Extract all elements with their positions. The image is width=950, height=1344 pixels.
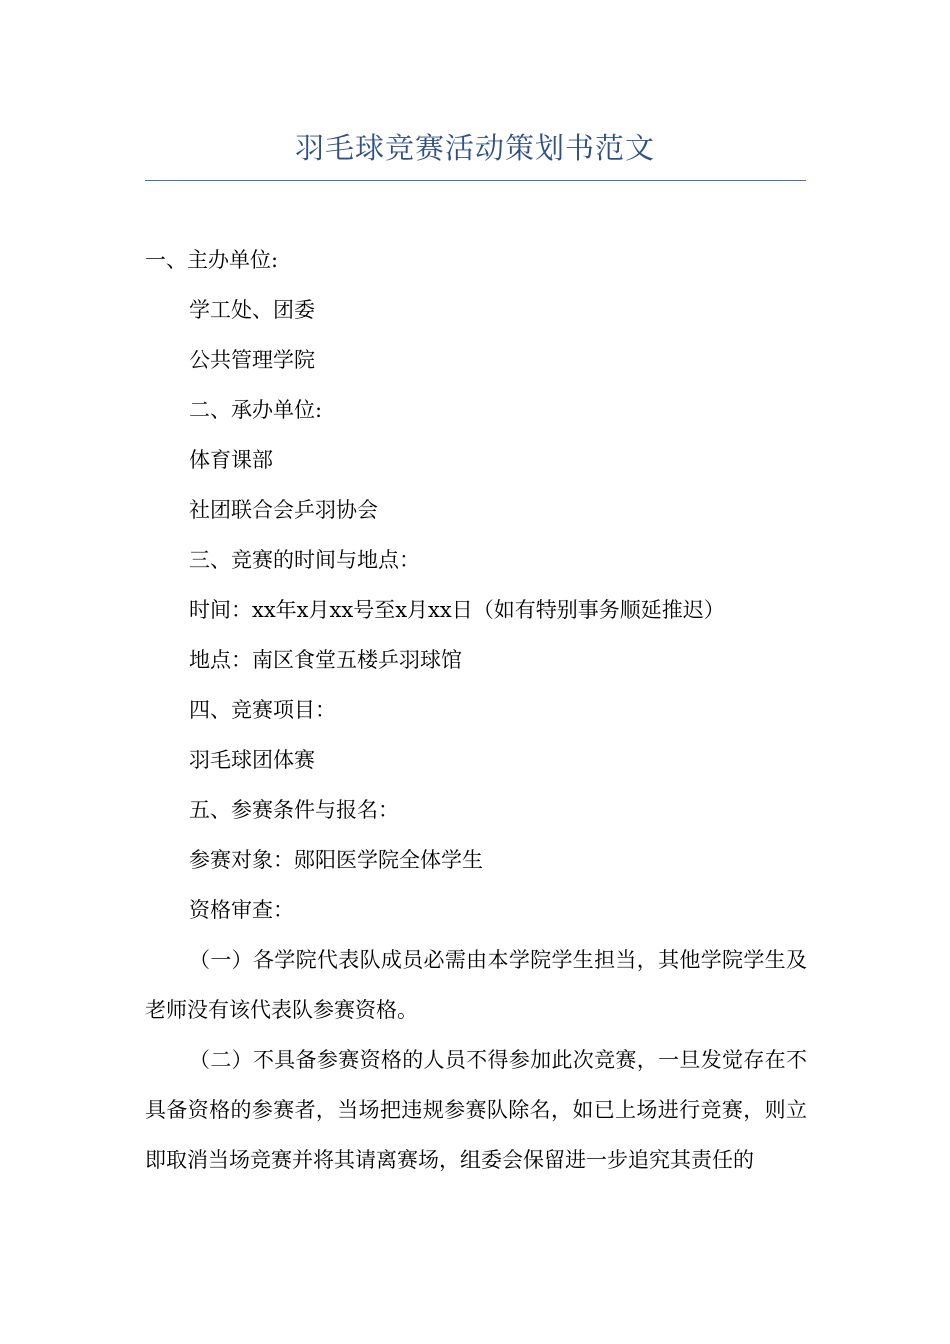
organizer-unit-1: 体育课部 — [189, 448, 273, 472]
title-underline — [145, 180, 806, 181]
host-unit-1: 学工处、团委 — [189, 298, 315, 322]
event-place: 地点：南区食堂五楼乒羽球馆 — [189, 648, 462, 672]
section-heading-host: 一、主办单位: — [145, 248, 279, 272]
document-body — [145, 235, 807, 1185]
event-time: 时间：xx年x月xx号至x月xx日（如有特别事务顺延推迟） — [189, 598, 725, 622]
section-heading-event: 四、竞赛项目： — [189, 698, 336, 722]
organizer-unit-2: 社团联合会乒羽协会 — [189, 498, 378, 522]
rule-paragraph-2: （二）不具备参赛资格的人员不得参加此次竞赛，一旦发觉存在不具备资格的参赛者，当场把违规参赛队除名，如已上场进行竞赛，则立即取消当场竞赛并将其请离赛场，组委会保留进一步追究其责任的 — [145, 1048, 807, 1172]
host-unit-2: 公共管理学院 — [189, 348, 315, 372]
document-title: 羽毛球竞赛活动策划书范文 — [294, 131, 655, 165]
section-heading-eligibility: 五、参赛条件与报名： — [189, 798, 399, 822]
event-item-1: 羽毛球团体赛 — [189, 748, 315, 772]
section-heading-organizer: 二、承办单位: — [189, 398, 323, 422]
participants: 参赛对象：郧阳医学院全体学生 — [189, 848, 483, 872]
rule-paragraph-1: （一）各学院代表队成员必需由本学院学生担当，其他学院学生及老师没有该代表队参赛资格。 — [145, 948, 807, 1022]
section-heading-time-place: 三、竞赛的时间与地点： — [189, 548, 420, 572]
qualification-heading: 资格审查： — [189, 898, 294, 922]
